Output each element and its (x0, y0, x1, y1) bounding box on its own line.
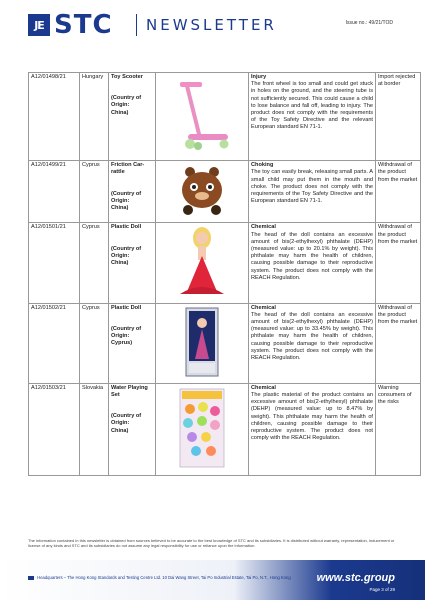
issue-number: Issue no.: 49/21/TOD (345, 20, 393, 26)
hazard-description: The head of the doll contains an excessive amount of bis(2-ethylhexyl) phthalate (DEHP) (measured value: up to 33.45% by weight). This phthalate may harm the health of children, causing possible damage to their reproductive system. The product does not comply with the REACH Regulation. (251, 311, 373, 362)
hazard-type: Injury (251, 74, 267, 80)
origin-value: China) (111, 427, 129, 434)
origin-value: China) (111, 205, 129, 212)
origin-value: Cyprus) (111, 340, 133, 347)
product-image-cell (156, 161, 249, 223)
hazard-type: Chemical (251, 384, 276, 391)
measure-cell: Withdrawal of the product from the market (376, 161, 421, 223)
product-cell (109, 223, 156, 303)
ref-cell: A12/01502/21 (29, 303, 80, 383)
hazard-description: The head of the doll contains an excessive amount of bis(2-ethylhexyl) phthalate (DEHP) (measured value: up to 20.1% by weight). This phthalate may harm the health of children, causing possible damage to their reproductive system. The product does not comply with the REACH Regulation. (251, 231, 373, 281)
origin-label: (Country of Origin: (111, 190, 142, 204)
product-image-cell (156, 223, 249, 303)
product-cell (109, 383, 156, 475)
product-name: Friction Car-rattle (111, 162, 145, 176)
ref-cell: A12/01499/21 (29, 161, 80, 223)
hazard-type: Choking (251, 162, 274, 169)
headquarters-line (28, 575, 291, 580)
description-cell (249, 223, 376, 303)
country-cell: Hungary (80, 73, 109, 161)
origin-label: (Country of Origin: (111, 325, 142, 340)
ref-cell: A12/01501/21 (29, 223, 80, 303)
product-name: Water Playing Set (111, 384, 148, 399)
stc-logo-text: STC (54, 10, 113, 40)
hazard-type: Chemical (251, 224, 276, 231)
hazard-type: Chemical (251, 304, 276, 311)
product-cell (109, 73, 156, 161)
country-cell: Cyprus (80, 303, 109, 383)
newsletter-title: NEWSLETTER (146, 16, 277, 34)
table-row (29, 383, 421, 475)
product-image-cell (156, 383, 249, 475)
origin-label: (Country of Origin: (111, 245, 142, 259)
product-cell (109, 161, 156, 223)
scooter-image (158, 74, 246, 159)
origin-value: China) (111, 260, 129, 267)
description-cell (249, 303, 376, 383)
stc-logo-mark: JE (28, 14, 50, 36)
product-name: Plastic Doll (111, 304, 142, 311)
measure-cell: Withdrawal of the product from the market (376, 223, 421, 303)
hazard-description: The plastic material of the product contains an excessive amount of bis(2-ethylhexyl) phthalate (DEHP) (measured value: up to 8.47% by weight). This phthalate may harm the health of children, causing possible damage to their reproductive system. The product does not comply with the REACH Regulation. (251, 392, 373, 442)
hazard-description: The toy can easily break, releasing small parts. A small child may put them in the mouth and choke. The product does not comply with the requirements of the Toy Safety Directive and the European standard EN 71-1. (251, 169, 373, 205)
origin-value: China) (111, 109, 129, 116)
water-balls-set-image (158, 385, 246, 474)
measure-cell: Warning consumers of the risks (376, 383, 421, 475)
product-image-cell (156, 303, 249, 383)
newsletter-header (0, 0, 425, 50)
table-row (29, 161, 421, 223)
description-cell (249, 73, 376, 161)
product-cell (109, 303, 156, 383)
product-image-cell (156, 73, 249, 161)
table-row (29, 73, 421, 161)
boxed-doll-image (158, 305, 246, 382)
doll-red-dress-image (158, 224, 246, 301)
country-cell: Cyprus (80, 161, 109, 223)
product-name: Toy Scooter (111, 74, 143, 80)
origin-label: (Country of Origin: (111, 413, 142, 427)
disclaimer-text: The information contained in this newsletter is obtained from sources believed to be accurate to the best knowledge of STC and its subsidiaries. It is distributed without warranty, representation, inducement or license of any kinds and STC and its subsidiaries do not assume any legal responsibility for use or reliance upon the information. (28, 538, 395, 549)
header-divider (136, 14, 137, 36)
measure-cell: Withdrawal of the product from the market (376, 303, 421, 383)
description-cell (249, 383, 376, 475)
headquarters-text: Headquarters – The Hong Kong Standards and Testing Centre Ltd. 10 Dai Wang Street, Tai Po Industrial Estate, Tai Po, N.T., Hong Kong (37, 575, 291, 580)
country-cell: Slovakia (80, 383, 109, 475)
product-name: Plastic Doll (111, 224, 142, 231)
ref-cell: A12/01498/21 (29, 73, 80, 161)
bear-car-image (158, 162, 246, 221)
measure-cell: Import rejected at border (376, 73, 421, 161)
table-row (29, 303, 421, 383)
location-icon (28, 576, 34, 580)
table-row (29, 223, 421, 303)
ref-cell: A12/01503/21 (29, 383, 80, 475)
recall-table (28, 72, 421, 476)
description-cell (249, 161, 376, 223)
country-cell: Cyprus (80, 223, 109, 303)
website-link[interactable]: www.stc.group (316, 572, 395, 584)
hazard-description: The front wheel is too small and could get stuck in holes on the ground, and the steering tube is not sufficiently secured. This could cause a child to lose balance and fall off, leading to injury. The product does not comply with the requirements of the Toy Safety Directive and the relevant European standard EN 71-1. (251, 81, 373, 131)
page-number: Page 3 of 29 (369, 587, 395, 592)
origin-label: (Country of Origin: (111, 95, 142, 109)
